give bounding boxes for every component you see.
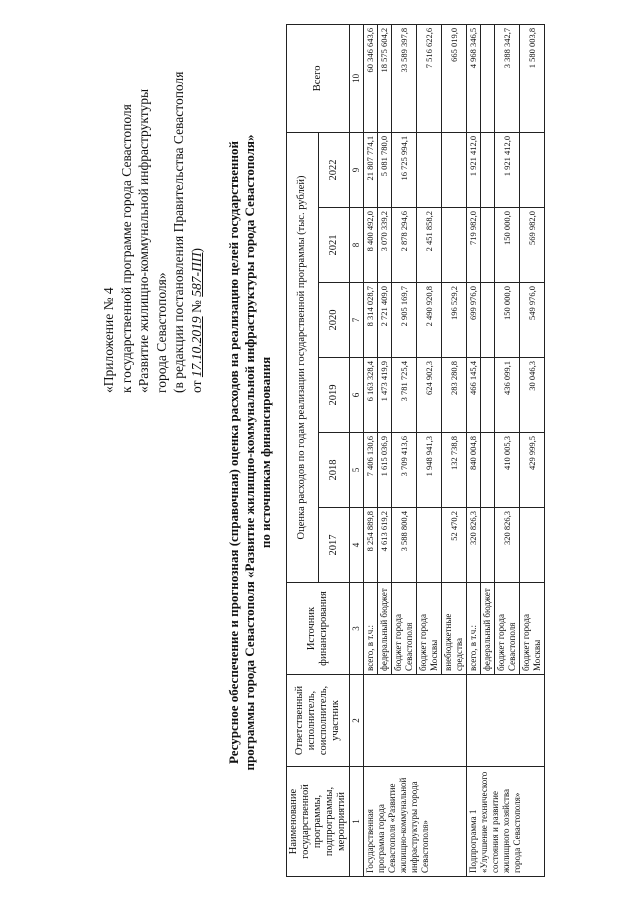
heading-line-1: Ресурсное обеспечение и прогнозная (справочная) оценка расходов на реализацию целей государственной <box>226 140 241 765</box>
closing-paren: ) <box>188 248 204 253</box>
value-cell: 1 473 419,9 <box>378 358 392 433</box>
value-cell: 466 145,4 <box>467 358 481 433</box>
value-cell: 1 948 941,3 <box>417 433 442 508</box>
value-cell: 18 575 604,2 <box>378 24 392 132</box>
funding-table <box>286 24 545 877</box>
column-number: 9 <box>350 132 364 207</box>
value-cell <box>442 208 467 283</box>
source-cell: внебюджетные средства <box>442 583 467 675</box>
column-number: 10 <box>350 24 364 132</box>
value-cell: 320 826,3 <box>467 508 481 583</box>
value-cell: 283 280,8 <box>442 358 467 433</box>
appendix-note <box>100 33 205 393</box>
column-number: 2 <box>350 675 364 767</box>
value-cell: 624 902,3 <box>417 358 442 433</box>
source-cell: бюджет города Севастополя <box>495 583 520 675</box>
header-row-1 <box>287 24 319 876</box>
value-cell: 21 807 774,1 <box>364 132 378 207</box>
appendix-line-4: города Севастополя» <box>153 272 169 393</box>
header-estimate: Оценка расходов по годам реализации государственной программы (тыс. рублей) <box>287 132 319 582</box>
heading-line-2: программы города Севастополя «Развитие жилищно-коммунальной инфраструктуры города Севастополя» <box>242 134 257 771</box>
source-cell: федеральный бюджет <box>378 583 392 675</box>
value-cell: 8 314 028,7 <box>364 283 378 358</box>
appendix-date-line <box>188 33 206 393</box>
column-number: 3 <box>350 583 364 675</box>
header-year: 2020 <box>318 283 350 358</box>
column-number: 4 <box>350 508 364 583</box>
header-name: Наименование государственной программы, подпрограммы, мероприятий <box>287 767 350 877</box>
source-cell: бюджет города Москвы <box>520 583 545 675</box>
value-cell: 665 019,0 <box>442 24 467 132</box>
value-cell <box>417 508 442 583</box>
value-cell: 320 826,3 <box>495 508 520 583</box>
appendix-line-5: (в редакции постановления Правительства Севастополя <box>171 71 186 393</box>
value-cell <box>481 508 495 583</box>
value-cell: 4 968 346,5 <box>467 24 481 132</box>
header-year: 2021 <box>318 208 350 283</box>
value-cell: 3 070 339,2 <box>378 208 392 283</box>
value-cell <box>520 508 545 583</box>
source-cell: бюджет города Москвы <box>417 583 442 675</box>
appendix-line-3: «Развитие жилищно-коммунальной инфраструктуры <box>136 88 151 393</box>
column-number: 1 <box>350 767 364 877</box>
value-cell: 2 905 169,7 <box>392 283 417 358</box>
value-cell: 549 976,0 <box>520 283 545 358</box>
number-prefix: № <box>188 300 204 314</box>
value-cell: 840 004,8 <box>467 433 481 508</box>
value-cell: 1 921 412,0 <box>495 132 520 207</box>
value-cell: 60 346 643,6 <box>364 24 378 132</box>
value-cell: 719 982,0 <box>467 208 481 283</box>
header-year: 2018 <box>318 433 350 508</box>
value-cell: 3 781 725,4 <box>392 358 417 433</box>
value-cell: 1 615 036,9 <box>378 433 392 508</box>
value-cell <box>417 132 442 207</box>
appendix-line-1: «Приложение № 4 <box>101 287 116 393</box>
value-cell: 429 999,5 <box>520 433 545 508</box>
handwritten-date: 17.10.2019 <box>188 316 204 378</box>
header-year: 2019 <box>318 358 350 433</box>
value-cell: 196 529,2 <box>442 283 467 358</box>
value-cell: 1 921 412,0 <box>467 132 481 207</box>
column-numbers-row <box>350 24 364 876</box>
source-cell: всего, в т.ч.: <box>364 583 378 675</box>
value-cell: 2 451 858,2 <box>417 208 442 283</box>
value-cell <box>481 358 495 433</box>
appendix-line-2: к государственной программе города Севастополя <box>118 104 134 393</box>
value-cell: 16 725 994,1 <box>392 132 417 207</box>
value-cell: 4 613 619,2 <box>378 508 392 583</box>
source-cell: бюджет города Севастополя <box>392 583 417 675</box>
value-cell: 132 738,8 <box>442 433 467 508</box>
value-cell: 150 000,0 <box>495 208 520 283</box>
value-cell: 30 046,3 <box>520 358 545 433</box>
value-cell: 8 400 492,0 <box>364 208 378 283</box>
value-cell: 436 099,1 <box>495 358 520 433</box>
value-cell: 3 388 342,7 <box>495 24 520 132</box>
value-cell <box>481 24 495 132</box>
header-year: 2022 <box>318 132 350 207</box>
column-number: 5 <box>350 433 364 508</box>
value-cell <box>520 132 545 207</box>
value-cell: 8 254 889,8 <box>364 508 378 583</box>
program-name-cell: Подпрограмма 1 «Улучшение технического состояния и развитие жилищного хозяйства города Севастополя» <box>467 767 545 877</box>
column-number: 7 <box>350 283 364 358</box>
value-cell: 5 081 780,0 <box>378 132 392 207</box>
executor-cell <box>467 675 545 767</box>
table-row <box>467 24 481 876</box>
value-cell: 33 589 397,8 <box>392 24 417 132</box>
value-cell <box>481 283 495 358</box>
value-cell: 3 709 413,6 <box>392 433 417 508</box>
header-executor: Ответственный исполнитель, соисполнитель, участник <box>287 675 350 767</box>
value-cell: 2 878 294,6 <box>392 208 417 283</box>
heading-line-3: по источникам финансирования <box>258 356 273 549</box>
value-cell: 2 490 920,8 <box>417 283 442 358</box>
value-cell: 52 470,2 <box>442 508 467 583</box>
value-cell <box>442 132 467 207</box>
value-cell: 569 982,0 <box>520 208 545 283</box>
program-name-cell: Государственная программа города Севастополя «Развитие жилищно-коммунальной инфраструктуры города Севастополя» <box>364 767 467 877</box>
value-cell: 7 406 130,6 <box>364 433 378 508</box>
table-row <box>364 24 378 876</box>
value-cell: 7 516 622,6 <box>417 24 442 132</box>
date-prefix: от <box>188 380 204 393</box>
column-number: 8 <box>350 208 364 283</box>
header-year: 2017 <box>318 508 350 583</box>
document-heading <box>226 30 274 875</box>
value-cell: 6 163 328,4 <box>364 358 378 433</box>
value-cell: 1 580 003,8 <box>520 24 545 132</box>
value-cell: 410 005,3 <box>495 433 520 508</box>
value-cell <box>481 208 495 283</box>
value-cell: 3 588 800,4 <box>392 508 417 583</box>
value-cell <box>481 433 495 508</box>
header-source: Источник финансирования <box>287 583 350 675</box>
source-cell: федеральный бюджет <box>481 583 495 675</box>
value-cell <box>481 132 495 207</box>
column-number: 6 <box>350 358 364 433</box>
executor-cell <box>364 675 467 767</box>
value-cell: 2 721 409,0 <box>378 283 392 358</box>
value-cell: 699 976,0 <box>467 283 481 358</box>
value-cell: 150 000,0 <box>495 283 520 358</box>
source-cell: всего, в т.ч.: <box>467 583 481 675</box>
handwritten-number: 587-ПП <box>188 252 204 297</box>
header-total: Всего <box>287 24 350 132</box>
